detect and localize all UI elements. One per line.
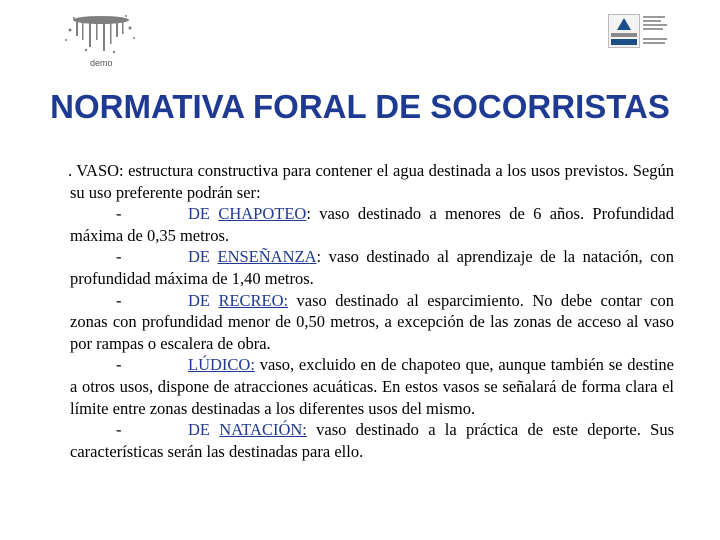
intro-paragraph [70,160,674,203]
item-term-prefix: DE [188,290,219,310]
item-term-prefix: DE [188,247,218,267]
list-item [70,246,674,289]
splash-logo-icon [56,10,146,60]
item-term-prefix: DE [188,204,219,224]
list-dash: - [116,290,122,310]
item-text: vaso destinado a la práctica de este deporte. Sus características serán las destinadas para ello. [70,420,674,461]
logo-left-text: demo [90,58,113,68]
list-item [70,419,674,462]
document-body [70,160,674,462]
list-dash: - [116,204,122,224]
certification-badge-icon [608,14,640,48]
intro-lead: . VASO: [68,161,124,180]
list-item [70,290,674,355]
item-colon: : [306,204,311,224]
intro-text: estructura constructiva para contener el agua destinada a los usos previstos. Según su uso preferente podrán ser: [70,161,674,202]
list-item [70,203,674,246]
item-colon: : [316,247,322,267]
list-dash: - [116,355,122,375]
item-text: vaso destinado a menores de 6 años. Profundidad máxima de 0,35 metros. [70,204,675,245]
item-text: vaso, excluido en de chapoteo que, aunque también se destine a otros usos, dispone de atracciones acuáticas. En estos vasos se señalará de forma clara el límite entre zonas destinadas a los diferentes usos del mismo. [70,355,674,418]
item-term: LÚDICO: [188,355,255,375]
item-term: CHAPOTEO [218,204,307,224]
item-term: ENSEÑANZA [217,247,317,267]
logo-left [56,10,146,72]
page-title: NORMATIVA FORAL DE SOCORRISTAS [50,88,670,125]
certification-text-lines [643,14,673,48]
list-item [70,354,674,419]
item-text: vaso destinado al aprendizaje de la natación, con profundidad máxima de 1,40 metros. [70,247,674,288]
item-term: RECREO: [218,290,289,310]
list-dash: - [116,420,122,440]
certification-logo [608,14,672,48]
item-term: NATACIÓN: [219,420,307,440]
list-dash: - [116,247,122,267]
item-text: vaso destinado al esparcimiento. No debe contar con zonas con profundidad menor de 0,50 metros, a excepción de las zonas de acceso al vaso por rampas o escalera de obra. [70,290,674,353]
item-term-prefix: DE [188,420,220,440]
